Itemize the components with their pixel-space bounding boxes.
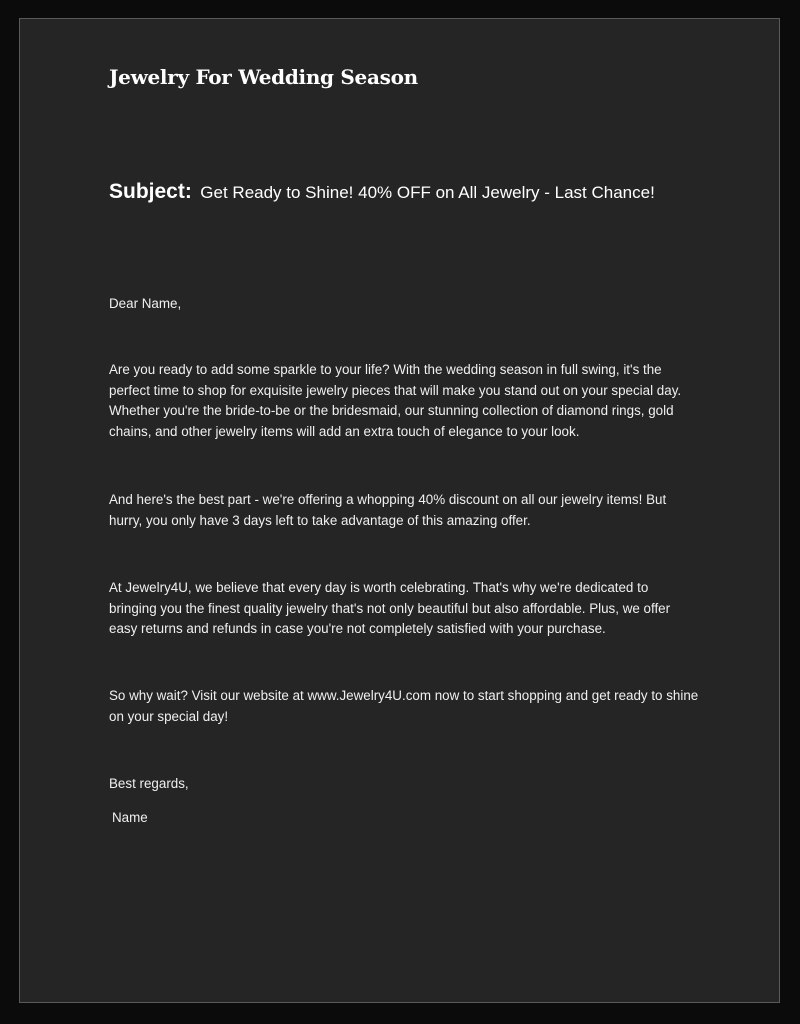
subject-text: Get Ready to Shine! 40% OFF on All Jewelry - Last Chance! [200, 183, 655, 202]
paragraph-about: At Jewelry4U, we believe that every day is worth celebrating. That's why we're dedicated to bringing you the finest quality jewelry that's not only beautiful but also affordable. Plus, we offer easy returns and refunds in case you're not completely satisfied with your purchase. [109, 580, 671, 636]
paragraph-call-to-action: So why wait? Visit our website at www.Jewelry4U.com now to start shopping and get ready to shine on your special day! [109, 688, 699, 724]
paragraph-intro: Are you ready to add some sparkle to your life? With the wedding season in full swing, it's the perfect time to shop for exquisite jewelry pieces that will make you stand out on your special day. Whether you're the bride-to-be or the bridesmaid, our stunning collection of diamond rings, gold chains, and other jewelry items will add an extra touch of elegance to your look. [109, 362, 682, 439]
subject-line [109, 180, 655, 204]
document-page [19, 18, 780, 1003]
paragraph-offer: And here's the best part - we're offering a whopping 40% discount on all our jewelry items! But hurry, you only have 3 days left to take advantage of this amazing offer. [109, 492, 667, 528]
subject-label: Subject: [109, 180, 192, 203]
greeting: Dear Name, [109, 296, 182, 311]
signature: Name [112, 810, 148, 825]
closing: Best regards, [109, 776, 189, 791]
document-title: Jewelry For Wedding Season [109, 65, 418, 89]
